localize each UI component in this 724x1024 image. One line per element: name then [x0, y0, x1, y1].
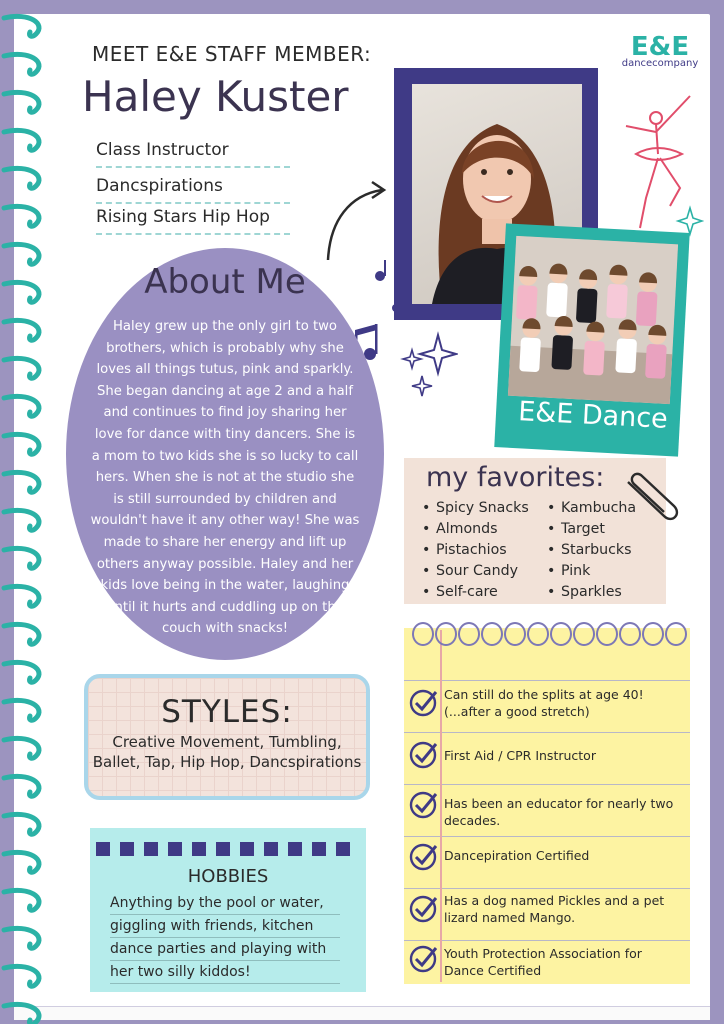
about-title: About Me: [144, 262, 306, 302]
favorite-item: • Pistachios: [420, 540, 529, 561]
spiral-ring: [4, 852, 39, 872]
spiral-ring: [4, 624, 39, 644]
spiral-ring: [4, 92, 39, 112]
fact-item: Dancepiration Certified: [444, 848, 590, 863]
notepad-ring: [458, 622, 480, 646]
fact-item: Has a dog named Pickles and a pet lizard named Mango.: [444, 893, 665, 925]
notepad-ring: [435, 622, 457, 646]
spiral-ring: [4, 890, 39, 910]
logo-wordmark: E&E: [630, 32, 690, 62]
fact-item: Has been an educator for nearly two decades.: [444, 796, 674, 828]
spiral-ring: [4, 814, 39, 834]
spiral-ring: [4, 472, 39, 492]
favorite-item: • Pink: [545, 561, 636, 582]
spiral-ring: [4, 396, 39, 416]
company-logo: [618, 32, 702, 69]
notepad-ring: [504, 622, 526, 646]
notepad-margin: [440, 630, 442, 982]
ballerina-icon: [600, 88, 704, 238]
spiral-ring: [4, 662, 39, 682]
header-eyebrow: MEET E&E STAFF MEMBER:: [92, 42, 372, 66]
favorite-item: • Target: [545, 519, 636, 540]
notepad-ring: [550, 622, 572, 646]
favorites-list-1: [420, 498, 529, 603]
notepad-line: [404, 680, 690, 681]
spiral-ring: [4, 776, 39, 796]
check-icon: [408, 790, 438, 820]
photo-caption: E&E Dance: [517, 396, 669, 435]
styles-text: Creative Movement, Tumbling, Ballet, Tap, Hip Hop, Dancspirations: [92, 733, 362, 771]
notepad-ring: [573, 622, 595, 646]
hobbies-text: Anything by the pool or water, giggling with friends, kitchen dance parties and playing with her two silly kiddos!: [110, 895, 327, 980]
favorite-item: • Starbucks: [545, 540, 636, 561]
favorite-item: • Kambucha: [545, 498, 636, 519]
staff-name: Haley Kuster: [82, 72, 349, 121]
spiral-ring: [4, 586, 39, 606]
group-photo: [508, 236, 678, 404]
notepad-line: [404, 836, 690, 837]
logo-tagline: dancecompany: [621, 58, 699, 69]
favorite-item: • Self-care: [420, 582, 529, 603]
spiral-ring: [4, 54, 39, 74]
notepad-line: [404, 732, 690, 733]
favorites-title: my favorites:: [426, 462, 605, 493]
spiral-ring: [4, 358, 39, 378]
check-icon: [408, 688, 438, 718]
fact-item: Can still do the splits at age 40! (...after a good stretch): [444, 687, 644, 719]
notepad-line: [404, 784, 690, 785]
notepad-ring: [596, 622, 618, 646]
fact-item: First Aid / CPR Instructor: [444, 748, 596, 763]
page-edge: [14, 1006, 710, 1020]
spiral-ring: [4, 548, 39, 568]
check-icon: [408, 740, 438, 770]
notepad-ring: [527, 622, 549, 646]
spiral-ring: [4, 16, 39, 36]
notepad-ring: [412, 622, 434, 646]
check-icon: [408, 894, 438, 924]
spiral-ring: [4, 510, 39, 530]
spiral-ring: [4, 700, 39, 720]
spiral-ring: [4, 206, 39, 226]
notepad-ring: [642, 622, 664, 646]
spiral-ring: [4, 1004, 39, 1024]
spiral-ring: [4, 738, 39, 758]
spiral-ring: [4, 928, 39, 948]
spiral-ring: [4, 244, 39, 264]
spiral-binding: [0, 0, 60, 1024]
spiral-ring: [4, 320, 39, 340]
spiral-ring: [4, 434, 39, 454]
role-item: Dancspirations: [96, 176, 290, 204]
styles-title: STYLES:: [161, 694, 293, 730]
role-item: Rising Stars Hip Hop: [96, 207, 290, 235]
notepad-line: [404, 940, 690, 941]
notepad-ring: [619, 622, 641, 646]
check-icon: [408, 944, 438, 974]
favorite-item: • Sparkles: [545, 582, 636, 603]
favorite-item: • Sour Candy: [420, 561, 529, 582]
spiral-ring: [4, 282, 39, 302]
notepad-ring: [665, 622, 687, 646]
favorites-list-2: [545, 498, 636, 603]
spiral-ring: [4, 966, 39, 986]
favorite-item: • Almonds: [420, 519, 529, 540]
spiral-ring: [4, 130, 39, 150]
notepad-ring: [481, 622, 503, 646]
about-text: Haley grew up the only girl to two brothers, which is probably why she loves all things tutus, pink and sparkly. She began dancing at age 2 and a half and continues to find joy sharing her love for dance with tiny dancers. She is a mom to two kids she is so lucky to call hers. When she is not at the studio she is still surrounded by children and wouldn't have it any other way! She was made to share her energy and lift up others anyway possible. Haley and her kids love being in the water, laughing until it hurts and cuddling up on the couch with snacks!: [90, 319, 360, 637]
hobbies-title: HOBBIES: [187, 866, 269, 887]
spiral-ring: [4, 168, 39, 188]
notepad-line: [404, 888, 690, 889]
check-icon: [408, 842, 438, 872]
role-item: Class Instructor: [96, 140, 290, 168]
sparkle-icon: [398, 330, 458, 400]
hobbies-dashes: [96, 842, 360, 856]
favorite-item: • Spicy Snacks: [420, 498, 529, 519]
fact-item: Youth Protection Association for Dance Certified: [444, 946, 642, 978]
